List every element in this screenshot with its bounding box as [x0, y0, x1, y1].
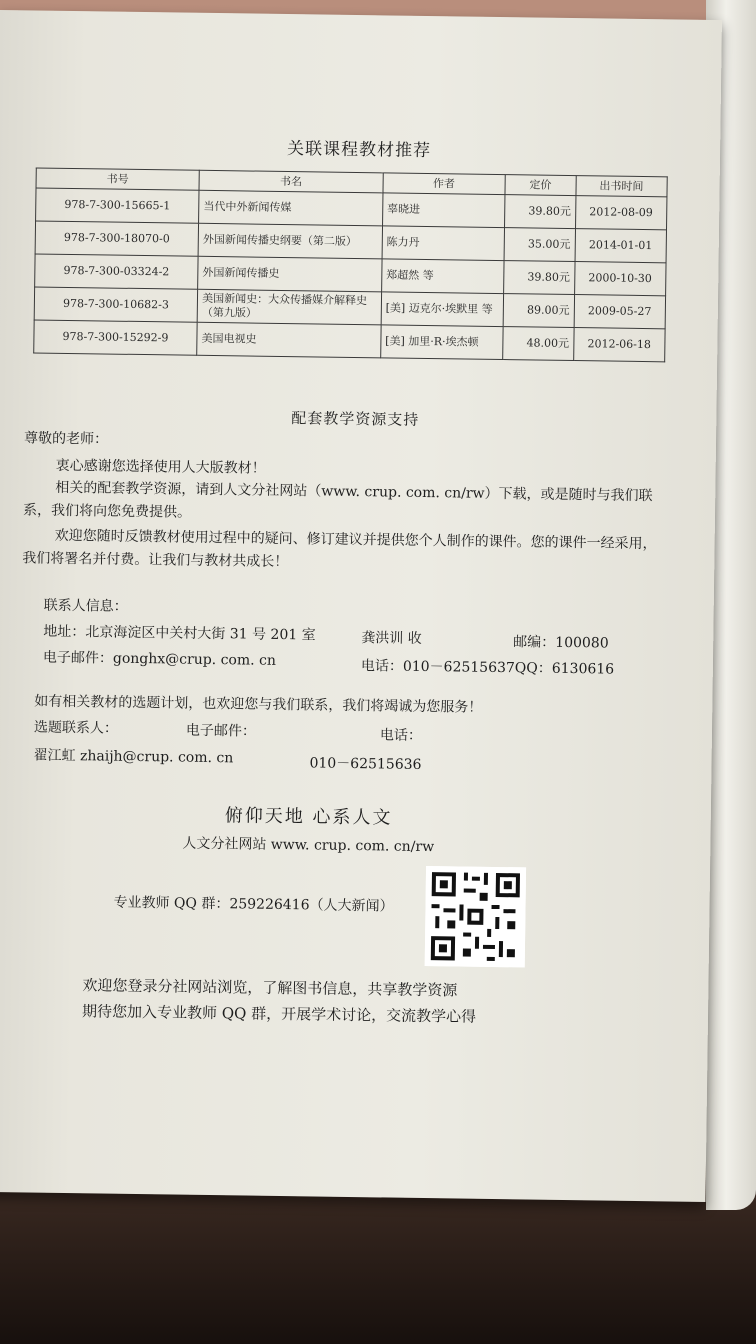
closing-line-2: 期待您加入专业教师 QQ 群，开展学术讨论，交流教学心得 [81, 1002, 477, 1026]
cell-price: 39.80元 [504, 195, 575, 229]
cell-isbn: 978-7-300-18070-0 [35, 221, 199, 256]
plan-intro: 如有相关教材的选题计划，也欢迎您与我们联系，我们将竭诚为您服务！ [34, 693, 483, 716]
cell-title: 外国新闻传播史 [198, 256, 382, 292]
cell-price: 35.00元 [504, 228, 575, 262]
contact-recipient: 龚洪训 收 [361, 630, 422, 647]
col-header-isbn: 书号 [36, 168, 199, 190]
qq-group: 专业教师 QQ 群：259226416（人大新闻） [113, 894, 394, 915]
cell-title: 美国新闻史：大众传播媒介解释史（第九版） [197, 289, 381, 325]
cell-author: 郑超然 等 [381, 259, 504, 294]
contact-phone: 电话：010－62515637QQ：6130616 [360, 658, 615, 678]
cell-date: 2014-01-01 [575, 229, 667, 263]
slogan: 俯仰天地 心系人文 [224, 805, 393, 829]
cell-title: 当代中外新闻传媒 [199, 190, 383, 226]
contact-postcode: 邮编：100080 [513, 634, 609, 652]
cell-price: 39.80元 [503, 261, 574, 295]
cell-date: 2000-10-30 [574, 262, 666, 296]
qr-code-icon [425, 866, 526, 967]
cell-price: 48.00元 [503, 327, 574, 361]
page-content [0, 10, 722, 1200]
textbook-table [33, 168, 668, 363]
col-header-author: 作者 [383, 173, 505, 195]
cell-date: 2009-05-27 [574, 295, 666, 329]
support-title: 配套教学资源支持 [291, 409, 420, 429]
cell-author: 陈力丹 [382, 226, 505, 261]
cell-isbn: 978-7-300-03324-2 [35, 254, 199, 289]
plan-phone-label: 电话： [379, 727, 423, 744]
contact-heading: 联系人信息： [43, 597, 128, 615]
closing-line-1: 欢迎您登录分社网站浏览，了解图书信息，共享教学资源 [82, 976, 458, 1000]
desk-shadow [0, 1180, 756, 1344]
cell-author: [美] 迈克尔·埃默里 等 [381, 292, 504, 327]
cell-price: 89.00元 [503, 294, 574, 328]
col-header-title: 书名 [199, 170, 383, 193]
plan-person-label: 选题联系人： [33, 719, 119, 737]
contact-address: 地址：北京海淀区中关村大街 31 号 201 室 [43, 623, 316, 644]
book-page [0, 10, 722, 1202]
qr-code-graphic [427, 868, 524, 965]
cell-isbn: 978-7-300-15665-1 [36, 188, 200, 223]
col-header-date: 出书时间 [576, 176, 668, 197]
paragraph-resources: 相关的配套教学资源，请到人文分社网站（www. crup. com. cn/rw）下载，或是随时与我们联系，我们将向您免费提供。 [22, 479, 653, 521]
plan-person-email: 翟江虹 zhaijh@crup. com. cn [33, 747, 234, 767]
cell-date: 2012-06-18 [573, 328, 665, 362]
cell-title: 美国电视史 [197, 322, 381, 358]
cell-author: 辜晓进 [382, 193, 505, 228]
contact-email: 电子邮件：gonghx@crup. com. cn [42, 649, 277, 669]
cell-isbn: 978-7-300-15292-9 [34, 320, 198, 355]
paragraph-thanks: 衷心感谢您选择使用人大版教材！ [55, 457, 266, 477]
cell-title: 外国新闻传播史纲要（第二版） [198, 223, 382, 259]
greeting: 尊敬的老师： [23, 430, 109, 448]
plan-email-label: 电子邮件： [185, 722, 257, 740]
cell-date: 2012-08-09 [575, 196, 667, 230]
paragraph-feedback: 欢迎您随时反馈教材使用过程中的疑问、修订建议并提供您个人制作的课件。您的课件一经采用，我们将署名并付费。让我们与教材共成长！ [22, 527, 657, 571]
plan-person-phone: 010－62515636 [309, 755, 422, 773]
cell-isbn: 978-7-300-10682-3 [34, 287, 198, 322]
cell-author: [美] 加里·R·埃杰顿 [380, 325, 503, 360]
website-line: 人文分社网站 www. crup. com. cn/rw [182, 835, 435, 856]
recommend-title: 关联课程教材推荐 [286, 139, 432, 162]
col-header-price: 定价 [505, 175, 576, 196]
